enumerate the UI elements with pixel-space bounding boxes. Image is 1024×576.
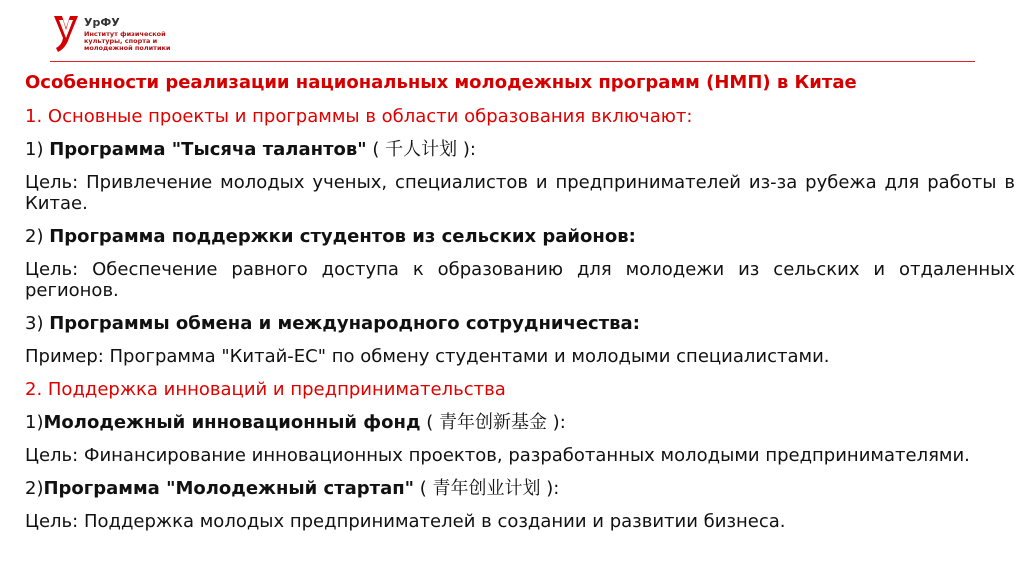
program-1-chinese: ( 千人计划 ): [366, 139, 476, 160]
program-1-name: Программа "Тысяча талантов" [49, 139, 367, 160]
fund-1-name: Молодежный инновационный фонд [43, 412, 421, 433]
logo-subtitle: Институт физической культуры, спорта и молодежной политики [84, 30, 171, 52]
section-heading-2: 2. Поддержка инноваций и предпринимательства [25, 379, 506, 400]
program-1-number: 1) [25, 139, 50, 160]
program-3-name: Программы обмена и международного сотрудничества: [49, 313, 640, 334]
startup-heading [25, 478, 1015, 499]
fund-1-heading [25, 412, 1015, 433]
startup-number: 2) [25, 478, 44, 499]
program-2-name: Программа поддержки студентов из сельских районов: [49, 226, 636, 247]
program-3-heading [25, 313, 1015, 334]
program-2-number: 2) [25, 226, 50, 247]
section-heading-1: 1. Основные проекты и программы в области образования включают: [25, 106, 693, 127]
program-3-number: 3) [25, 313, 50, 334]
program-2-goal: Цель: Обеспечение равного доступа к образованию для молодежи из сельских и отдаленных регионов. [25, 259, 1015, 301]
program-1-heading [25, 139, 1015, 160]
fund-1-goal: Цель: Финансирование инновационных проектов, разработанных молодыми предпринимателями. [25, 445, 970, 466]
fund-1-number: 1) [25, 412, 44, 433]
startup-chinese: ( 青年创业计划 ): [414, 478, 560, 499]
logo-title: УрФУ [84, 16, 120, 29]
program-1-goal: Цель: Привлечение молодых ученых, специалистов и предпринимателей из-за рубежа для работы в Китае. [25, 172, 1015, 214]
program-3-example: Пример: Программа "Китай-ЕС" по обмену студентами и молодыми специалистами. [25, 346, 830, 367]
header-divider [50, 61, 975, 62]
startup-name: Программа "Молодежный стартап" [43, 478, 415, 499]
fund-1-chinese: ( 青年创新基金 ): [420, 412, 566, 433]
startup-goal: Цель: Поддержка молодых предпринимателей в создании и развитии бизнеса. [25, 511, 786, 532]
urfu-logo [50, 14, 170, 60]
slide-title: Особенности реализации национальных молодежных программ (НМП) в Китае [25, 72, 857, 93]
program-2-heading [25, 226, 1015, 247]
slide-content [25, 72, 1015, 544]
urfu-logo-icon [50, 14, 80, 54]
